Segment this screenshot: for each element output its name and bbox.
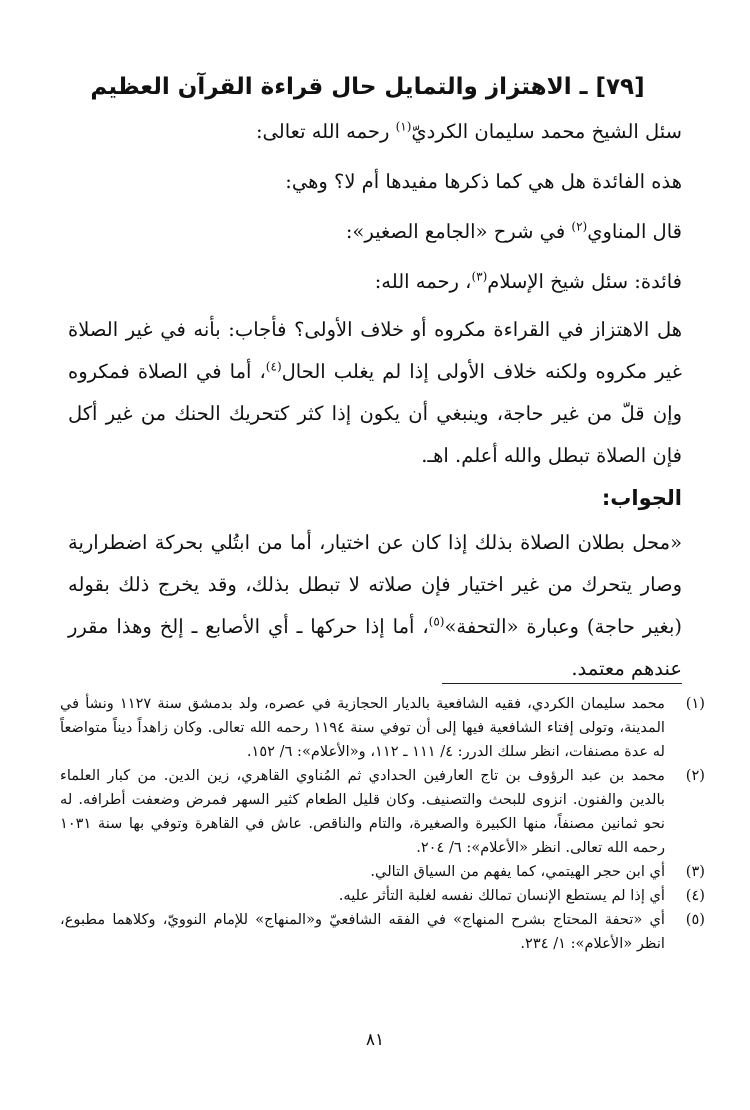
question-intro-text-end: رحمه الله تعالى:: [255, 120, 396, 143]
footnote-ref-5: (٥): [428, 614, 445, 629]
question-line: هذه الفائدة هل هي كما ذكرها مفيدها أم لا؟ وهي:: [285, 170, 682, 193]
answer-paragraph-text-end: ، أما إذا حركها ـ أي الأصابع ـ إلخ وهذا مقرر عندهم معتمد.: [68, 615, 682, 680]
question-paragraph-text: هل الاهتزاز في القراءة مكروه أو خلاف الأولى؟ فأجاب: بأنه في غير الصلاة غير مكروه ولكنه خلاف الأولى إذا لم يغلب الحال: [68, 318, 682, 383]
section-title: [٧٩] ـ الاهتزاز والتمايل حال قراءة القرآن العظيم: [90, 74, 645, 100]
footnote-number: (٤): [685, 887, 705, 904]
question-intro-text: سئل الشيخ محمد سليمان الكرديّ: [411, 120, 682, 143]
footnotes: [60, 692, 705, 956]
footnote-text: محمد سليمان الكردي، فقيه الشافعية بالديار الحجازية في عصره، ولد بدمشق سنة ١١٢٧ ونشأ في المدينة، وتولى إفتاء الشافعية فيها إلى أن توفي سنة ١١٩٤ رحمه الله تعالى. وكان زاهداً ديناً متواضعاً له عدة مصنفات، انظر سلك الدرر: ٤/ ١١١ ـ ١١٢، و«الأعلام»: ٦/ ١٥٢.: [60, 695, 665, 760]
footnote-ref-4: (٤): [265, 359, 282, 374]
footnote-number: (٣): [685, 863, 705, 880]
footnote-ref-3: (٣): [471, 269, 488, 284]
footnote-text: أي ابن حجر الهيتمي، كما يفهم من السياق التالي.: [370, 863, 665, 880]
footnote-item: [60, 860, 705, 884]
footnote-text: أي «تحفة المحتاج بشرح المنهاج» في الفقه الشافعيّ و«المنهاج» للإمام النوويّ، وكلاهما مطبوع، انظر «الأعلام»: ١/ ٢٣٤.: [60, 911, 665, 952]
footnote-ref-1: (١): [395, 119, 412, 134]
benefit-line: [68, 267, 682, 297]
footnote-number: (٢): [685, 767, 705, 784]
footnote-number: (٥): [685, 911, 705, 928]
benefit-text: فائدة: سئل شيخ الإسلام: [487, 270, 682, 293]
footnote-item: [60, 764, 705, 860]
footnote-text: محمد بن عبد الرؤوف بن تاج العارفين الحدادي ثم المُناوي القاهري، زين الدين. من كبار العلماء بالدين والفنون. انزوى للبحث والتصنيف. وكان قليل الطعام كثير السهر فمرض وضعفت أطرافه. له نحو ثمانين مصنفاً، منها الكبيرة والصغيرة، والتام والناقص. عاش في القاهرة وتوفي بها سنة ١٠٣١ رحمه الله تعالى. انظر «الأعلام»: ٦/ ٢٠٤.: [60, 767, 665, 856]
quote-source-text: قال المناوي: [587, 220, 682, 243]
footnote-item: [60, 908, 705, 956]
footnote-text: أي إذا لم يستطع الإنسان تمالك نفسه لغلبة التأثر عليه.: [338, 887, 665, 904]
footnote-separator: [442, 683, 682, 684]
footnote-item: [60, 692, 705, 764]
question-paragraph: [68, 309, 682, 477]
answer-heading: الجواب:: [601, 486, 682, 510]
benefit-text-end: ، رحمه الله:: [374, 270, 472, 293]
question-paragraph-text-end: ، أما في الصلاة فمكروه وإن قلّ من غير حاجة، وينبغي أن يكون إذا كثر كتحريك الحنك من غير أكل فإن الصلاة تبطل والله أعلم. اهـ.: [68, 360, 682, 467]
question-intro-line: [68, 117, 682, 147]
answer-paragraph: [68, 522, 682, 690]
quote-source-line: [68, 217, 682, 247]
quote-source-text-end: في شرح «الجامع الصغير»:: [345, 220, 572, 243]
answer-paragraph-text: «محل بطلان الصلاة بذلك إذا كان عن اختيار، أما من ابتُلي بحركة اضطرارية وصار يتحرك من غير اختيار فإن صلاته لا تبطل بذلك، وقد يخرج ذلك بقوله (بغير حاجة) وعبارة «التحفة»: [68, 531, 682, 638]
footnote-ref-2: (٢): [571, 219, 588, 234]
footnote-number: (١): [685, 695, 705, 712]
page-number: ٨١: [365, 1030, 385, 1050]
footnote-item: [60, 884, 705, 908]
